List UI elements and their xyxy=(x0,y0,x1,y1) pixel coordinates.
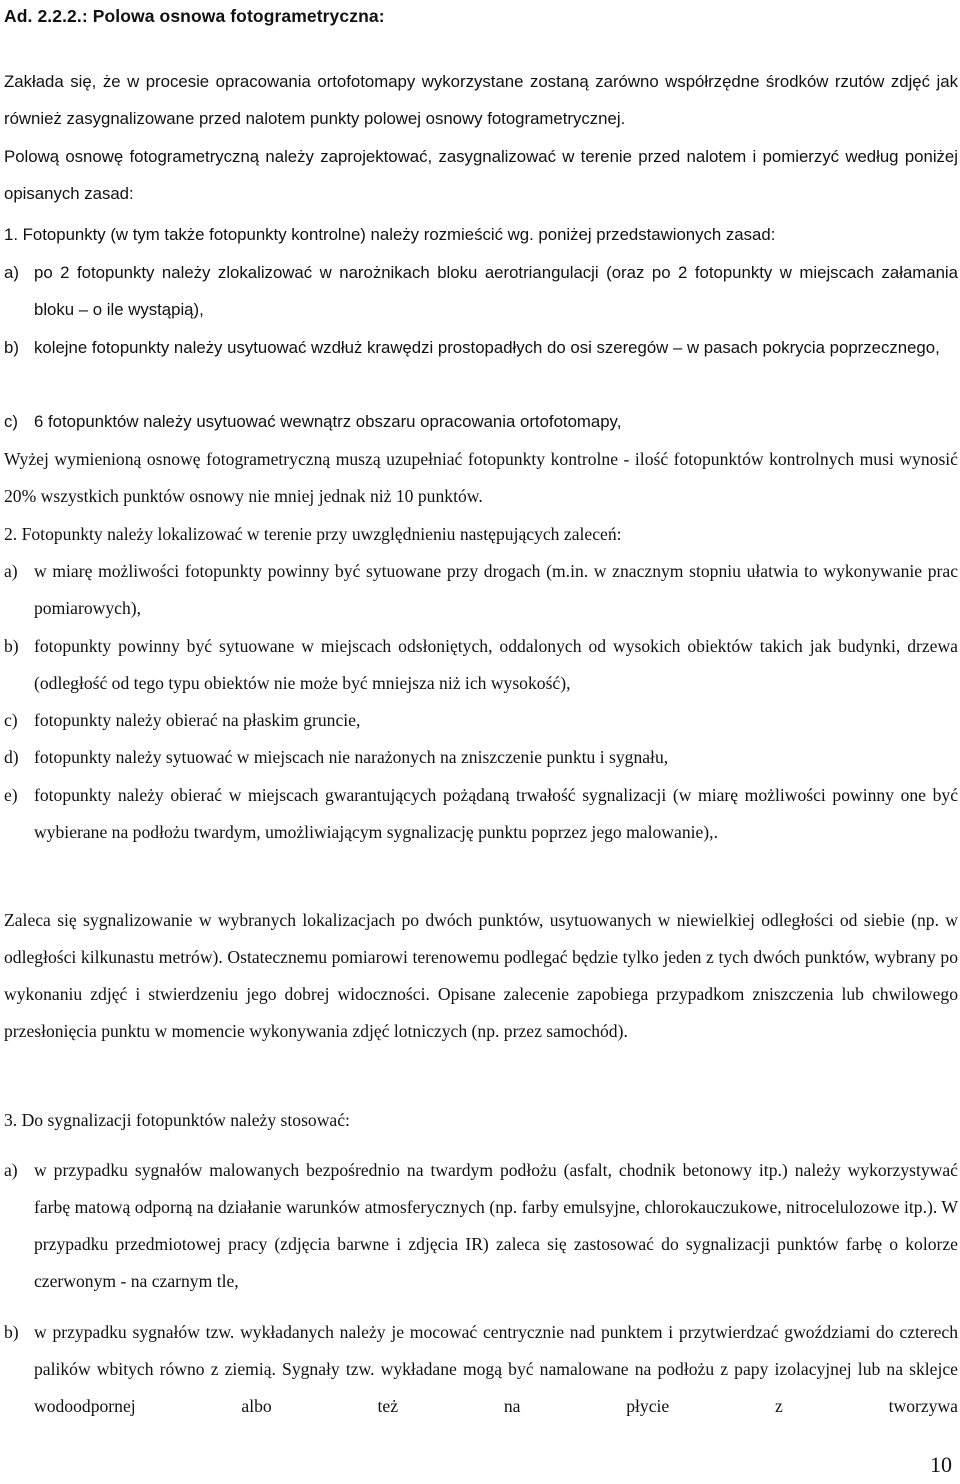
item-text: kolejne fotopunkty należy usytuować wzdłuż krawędzi prostopadłych do osi szeregów – w pasach pokrycia poprzecznego, xyxy=(34,338,940,357)
section-2-note: Zaleca się sygnalizowanie w wybranych lokalizacjach po dwóch punktów, usytuowanych w niewielkiej odległości od siebie (np. w odległości kilkunastu metrów). Ostatecznemu pomiarowi terenowemu podlegać będzie tylko jeden z tych dwóch punktów, wybrany po wykonaniu zdjęć i stwierdzeniu jego dobrej widoczności. Opisane zalecenie zapobiega przypadkom zniszczenia lub chwilowego przesłonięcia punktu w momencie wykonywania zdjęć lotniczych (np. przez samochód). xyxy=(4,910,958,1041)
item-marker: c) xyxy=(4,710,18,730)
item-marker: b) xyxy=(4,1322,19,1342)
item-text: w przypadku sygnałów malowanych bezpośrednio na twardym podłożu (asfalt, chodnik betonowy itp.) należy wykorzystywać farbę matową odporną na działanie warunków atmosferycznych (np. farby emulsyjne, chlorokauczukowe, nitrocelulozowe itp.). W przypadku przedmiotowej pracy (zdjęcia barwne i zdjęcia IR) zaleca się zastosować do sygnalizacji punktów farbę o kolorze czerwonym - na czarnym tle, xyxy=(34,1160,958,1291)
section-1-note: Wyżej wymienioną osnowę fotogrametryczną muszą uzupełniać fotopunkty kontrolne - ilość fotopunktów kontrolnych musi wynosić 20% wszystkich punktów osnowy nie mniej jednak niż 10 punktów. xyxy=(4,449,958,506)
page-number: 10 xyxy=(930,1452,952,1477)
item-text: po 2 fotopunkty należy zlokalizować w narożnikach bloku aerotriangulacji (oraz po 2 fotopunkty w miejscach załamania bloku – o ile wystąpią), xyxy=(34,263,958,319)
section-3-title: 3. Do sygnalizacji fotopunktów należy stosować: xyxy=(4,1110,350,1130)
item-marker: a) xyxy=(4,561,18,581)
section-2-item-a xyxy=(4,553,958,627)
item-text: 6 fotopunktów należy usytuować wewnątrz obszaru opracowania ortofotomapy, xyxy=(34,412,622,431)
intro-paragraph-2: Polową osnowę fotogrametryczną należy zaprojektować, zasygnalizować w terenie przed nalotem i pomierzyć według poniżej opisanych zasad: xyxy=(4,147,958,203)
section-heading: Ad. 2.2.2.: Polowa osnowa fotogrametryczna: xyxy=(4,6,385,26)
intro-paragraph-1: Zakłada się, że w procesie opracowania ortofotomapy wykorzystane zostaną zarówno współrzędne środków rzutów zdjęć jak również zasygnalizowane przed nalotem punkty polowej osnowy fotogrametrycznej. xyxy=(4,72,958,128)
section-2-item-e xyxy=(4,777,958,888)
item-text: fotopunkty należy obierać w miejscach gwarantujących pożądaną trwałość sygnalizacji (w miarę możliwości powinny one być wybierane na podłożu twardym, umożliwiającym sygnalizację punktu poprzez jego malowanie),. xyxy=(34,785,958,842)
item-marker: e) xyxy=(4,785,18,805)
item-text: w miarę możliwości fotopunkty powinny być sytuowane przy drogach (m.in. w znacznym stopniu ułatwia to wykonywanie prac pomiarowych), xyxy=(34,561,958,618)
item-marker: b) xyxy=(4,636,19,656)
section-3-item-a xyxy=(4,1152,958,1300)
section-1-item-b xyxy=(4,329,958,403)
section-2-title: 2. Fotopunkty należy lokalizować w terenie przy uwzględnieniu następujących zaleceń: xyxy=(4,524,622,544)
section-2-item-b xyxy=(4,628,958,702)
section-2-item-c xyxy=(4,702,958,739)
item-text: w przypadku sygnałów tzw. wykładanych należy je mocować centrycznie nad punktem i przytwierdzać gwoździami do czterech palików wbitych równo z ziemią. Sygnały tzw. wykładane mogą być namalowane na podłożu z papy izolacyjnej lub na sklejce wodoodpornej albo też na płycie z tworzywa xyxy=(34,1322,958,1416)
section-1-item-c xyxy=(4,403,958,440)
section-1-item-a xyxy=(4,254,958,328)
item-marker: a) xyxy=(4,1160,18,1180)
item-marker: d) xyxy=(4,747,19,767)
section-1-title: 1. Fotopunkty (w tym także fotopunkty kontrolne) należy rozmieścić wg. poniżej przedstawionych zasad: xyxy=(4,225,776,244)
item-text: fotopunkty należy sytuować w miejscach nie narażonych na zniszczenie punktu i sygnału, xyxy=(34,747,669,767)
section-2-item-d xyxy=(4,739,958,776)
item-marker: c) xyxy=(4,412,18,431)
item-text: fotopunkty należy obierać na płaskim gruncie, xyxy=(34,710,361,730)
item-marker: a) xyxy=(4,263,19,282)
section-3-item-b xyxy=(4,1314,958,1425)
item-text: fotopunkty powinny być sytuowane w miejscach odsłoniętych, oddalonych od wysokich obiektów takich jak budynki, drzewa (odległość od tego typu obiektów nie może być mniejsza niż ich wysokość), xyxy=(34,636,958,693)
item-marker: b) xyxy=(4,338,19,357)
